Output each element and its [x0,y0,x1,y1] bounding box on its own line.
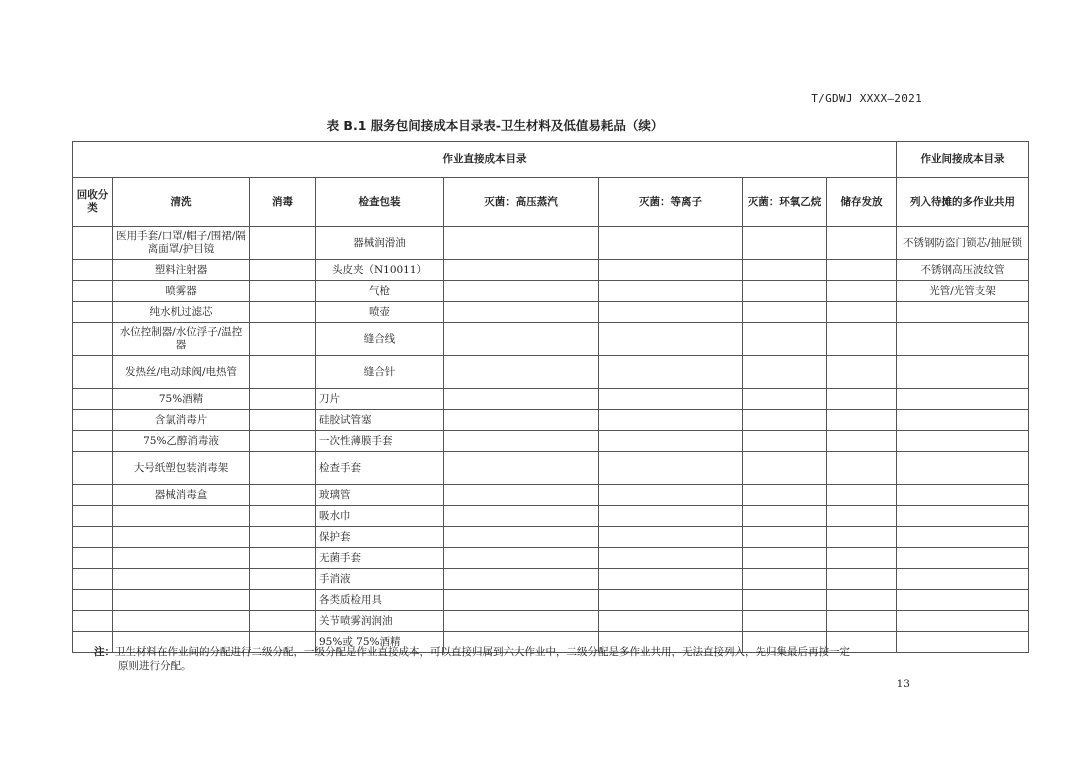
cell-storage-dispatch [827,389,897,410]
cell-inspection-packing: 硅胶试管塞 [316,410,444,431]
cell-plasma-sterilization [599,389,743,410]
cell-disinfection [250,431,316,452]
table-row [73,590,1029,611]
cell-storage-dispatch [827,356,897,389]
cell-plasma-sterilization [599,506,743,527]
cost-catalog-table [72,141,1029,653]
cell-recycle [73,485,113,506]
cell-disinfection [250,506,316,527]
cell-disinfection [250,227,316,260]
cell-cleaning: 器械消毒盒 [113,485,250,506]
cell-storage-dispatch [827,611,897,632]
table-row [73,227,1029,260]
cell-recycle [73,281,113,302]
table-row [73,485,1029,506]
cell-inspection-packing: 无菌手套 [316,548,444,569]
note-line-2: 原则进行分配。 [118,660,192,672]
cell-recycle [73,323,113,356]
cell-shared-allocation [897,506,1029,527]
col-header-inspection-packing: 检查包装 [316,178,444,227]
cell-recycle [73,611,113,632]
cell-inspection-packing: 一次性薄膜手套 [316,431,444,452]
cell-recycle [73,590,113,611]
cell-inspection-packing: 95%或 75%酒精 [316,632,444,653]
cell-plasma-sterilization [599,452,743,485]
cell-steam-sterilization [444,410,599,431]
cell-steam-sterilization [444,611,599,632]
cell-eo-sterilization [743,227,827,260]
table-row [73,356,1029,389]
cell-plasma-sterilization [599,590,743,611]
cell-disinfection [250,548,316,569]
cell-shared-allocation [897,410,1029,431]
cell-eo-sterilization [743,260,827,281]
cell-cleaning: 水位控制器/水位浮子/温控器 [113,323,250,356]
col-header-steam-sterilization: 灭菌：高压蒸汽 [444,178,599,227]
cell-eo-sterilization [743,527,827,548]
cell-shared-allocation [897,485,1029,506]
cell-recycle [73,548,113,569]
cell-recycle [73,389,113,410]
cell-steam-sterilization [444,431,599,452]
cell-storage-dispatch [827,302,897,323]
cell-plasma-sterilization [599,527,743,548]
cell-cleaning [113,548,250,569]
cell-shared-allocation [897,569,1029,590]
cell-eo-sterilization [743,506,827,527]
cell-eo-sterilization [743,281,827,302]
cell-inspection-packing: 喷壶 [316,302,444,323]
cell-plasma-sterilization [599,611,743,632]
cell-eo-sterilization [743,389,827,410]
cell-disinfection [250,323,316,356]
cell-disinfection [250,281,316,302]
table-row [73,527,1029,548]
cell-storage-dispatch [827,548,897,569]
col-header-eo-sterilization: 灭菌：环氧乙烷 [743,178,827,227]
table-row [73,389,1029,410]
cell-shared-allocation [897,590,1029,611]
table-row [73,410,1029,431]
cell-disinfection [250,260,316,281]
cell-storage-dispatch [827,431,897,452]
cell-eo-sterilization [743,431,827,452]
cell-plasma-sterilization [599,281,743,302]
cell-disinfection [250,356,316,389]
cell-steam-sterilization [444,527,599,548]
cell-cleaning: 塑料注射器 [113,260,250,281]
cell-eo-sterilization [743,548,827,569]
cell-storage-dispatch [827,281,897,302]
cell-storage-dispatch [827,590,897,611]
cell-recycle [73,227,113,260]
cell-steam-sterilization [444,389,599,410]
table-row [73,548,1029,569]
cell-eo-sterilization [743,452,827,485]
cell-storage-dispatch [827,569,897,590]
col-header-storage-dispatch: 储存发放 [827,178,897,227]
cell-eo-sterilization [743,569,827,590]
cell-cleaning [113,611,250,632]
cell-shared-allocation [897,611,1029,632]
cell-cleaning: 发热丝/电动球阀/电热管 [113,356,250,389]
cell-cleaning: 喷雾器 [113,281,250,302]
col-header-cleaning: 清洗 [113,178,250,227]
cell-shared-allocation [897,323,1029,356]
cell-plasma-sterilization [599,431,743,452]
cell-cleaning [113,569,250,590]
cell-storage-dispatch [827,260,897,281]
cell-eo-sterilization [743,410,827,431]
cell-steam-sterilization [444,590,599,611]
table-note [94,645,934,673]
cell-cleaning [113,590,250,611]
cell-steam-sterilization [444,227,599,260]
cell-storage-dispatch [827,227,897,260]
cell-steam-sterilization [444,356,599,389]
cell-inspection-packing: 各类质检用具 [316,590,444,611]
cell-inspection-packing: 刀片 [316,389,444,410]
cell-cleaning: 含氯消毒片 [113,410,250,431]
cell-disinfection [250,302,316,323]
cell-cleaning [113,506,250,527]
cell-cleaning: 纯水机过滤芯 [113,302,250,323]
cell-shared-allocation [897,527,1029,548]
cell-shared-allocation [897,389,1029,410]
cell-plasma-sterilization [599,227,743,260]
cell-shared-allocation: 不锈钢防盗门锁芯/抽屉锁 [897,227,1029,260]
cell-eo-sterilization [743,323,827,356]
group-direct-header: 作业直接成本目录 [73,142,897,178]
cell-steam-sterilization [444,302,599,323]
cell-eo-sterilization [743,356,827,389]
cell-shared-allocation: 光管/光管支架 [897,281,1029,302]
cell-inspection-packing: 器械润滑油 [316,227,444,260]
cell-recycle [73,356,113,389]
cell-cleaning: 75%乙醇消毒液 [113,431,250,452]
cell-storage-dispatch [827,410,897,431]
cell-storage-dispatch [827,485,897,506]
cell-shared-allocation: 不锈钢高压波纹管 [897,260,1029,281]
cell-disinfection [250,590,316,611]
cell-inspection-packing: 玻璃管 [316,485,444,506]
cell-shared-allocation [897,452,1029,485]
table-title: 表 B.1 服务包间接成本目录表-卫生材料及低值易耗品（续） [326,118,664,133]
cell-steam-sterilization [444,452,599,485]
col-header-disinfection: 消毒 [250,178,316,227]
cell-plasma-sterilization [599,548,743,569]
cell-disinfection [250,569,316,590]
cell-disinfection [250,389,316,410]
cell-eo-sterilization [743,611,827,632]
cell-plasma-sterilization [599,302,743,323]
table-row [73,431,1029,452]
cell-storage-dispatch [827,323,897,356]
cell-inspection-packing: 头皮夹（N10011） [316,260,444,281]
cell-shared-allocation [897,356,1029,389]
cell-cleaning [113,527,250,548]
table-row [73,302,1029,323]
cell-recycle [73,410,113,431]
cell-disinfection [250,485,316,506]
cell-inspection-packing: 保护套 [316,527,444,548]
col-header-plasma-sterilization: 灭菌：等离子 [599,178,743,227]
cell-steam-sterilization [444,548,599,569]
cell-plasma-sterilization [599,569,743,590]
document-code: T/GDWJ XXXX—2021 [811,92,922,105]
cell-steam-sterilization [444,281,599,302]
cell-storage-dispatch [827,527,897,548]
cell-recycle [73,452,113,485]
cell-recycle [73,260,113,281]
cell-storage-dispatch [827,506,897,527]
column-header-row [73,178,1029,227]
cell-recycle [73,527,113,548]
group-indirect-header: 作业间接成本目录 [897,142,1029,178]
cell-shared-allocation [897,431,1029,452]
cell-inspection-packing: 气枪 [316,281,444,302]
cell-disinfection [250,527,316,548]
table-row [73,281,1029,302]
cell-steam-sterilization [444,323,599,356]
cell-plasma-sterilization [599,323,743,356]
cell-inspection-packing: 吸水巾 [316,506,444,527]
cell-recycle [73,506,113,527]
cell-cleaning: 75%酒精 [113,389,250,410]
table-row [73,452,1029,485]
cell-plasma-sterilization [599,410,743,431]
table-row [73,260,1029,281]
cell-steam-sterilization [444,569,599,590]
cell-recycle [73,302,113,323]
col-header-recycle: 回收分类 [73,178,113,227]
cell-disinfection [250,410,316,431]
cell-shared-allocation [897,302,1029,323]
cell-steam-sterilization [444,485,599,506]
cell-recycle [73,431,113,452]
cell-cleaning: 大号纸塑包装消毒架 [113,452,250,485]
page-number: 13 [896,678,910,690]
cell-eo-sterilization [743,485,827,506]
cell-steam-sterilization [444,506,599,527]
cell-inspection-packing: 检查手套 [316,452,444,485]
cell-shared-allocation [897,548,1029,569]
table-row [73,506,1029,527]
cell-disinfection [250,611,316,632]
cell-inspection-packing: 缝合线 [316,323,444,356]
cell-plasma-sterilization [599,485,743,506]
cell-storage-dispatch [827,452,897,485]
cell-steam-sterilization [444,260,599,281]
note-label: 注： [94,646,115,658]
cell-inspection-packing: 手消液 [316,569,444,590]
table-row [73,569,1029,590]
cell-plasma-sterilization [599,356,743,389]
cell-plasma-sterilization [599,260,743,281]
col-header-shared-allocation: 列入待摊的多作业共用 [897,178,1029,227]
cell-disinfection [250,452,316,485]
cell-eo-sterilization [743,590,827,611]
group-header-row [73,142,1029,178]
cell-cleaning: 医用手套/口罩/帽子/围裙/隔离面罩/护目镜 [113,227,250,260]
cell-inspection-packing: 缝合针 [316,356,444,389]
cell-recycle [73,569,113,590]
table-row [73,323,1029,356]
table-row [73,611,1029,632]
cell-inspection-packing: 关节喷雾润润油 [316,611,444,632]
note-line-1: 卫生材料在作业间的分配进行二级分配，一级分配是作业直接成本，可以直接归属到六大作业中，二级分配是多作业共用，无法直接列入，先归集最后再按一定 [115,646,850,658]
cell-eo-sterilization [743,302,827,323]
